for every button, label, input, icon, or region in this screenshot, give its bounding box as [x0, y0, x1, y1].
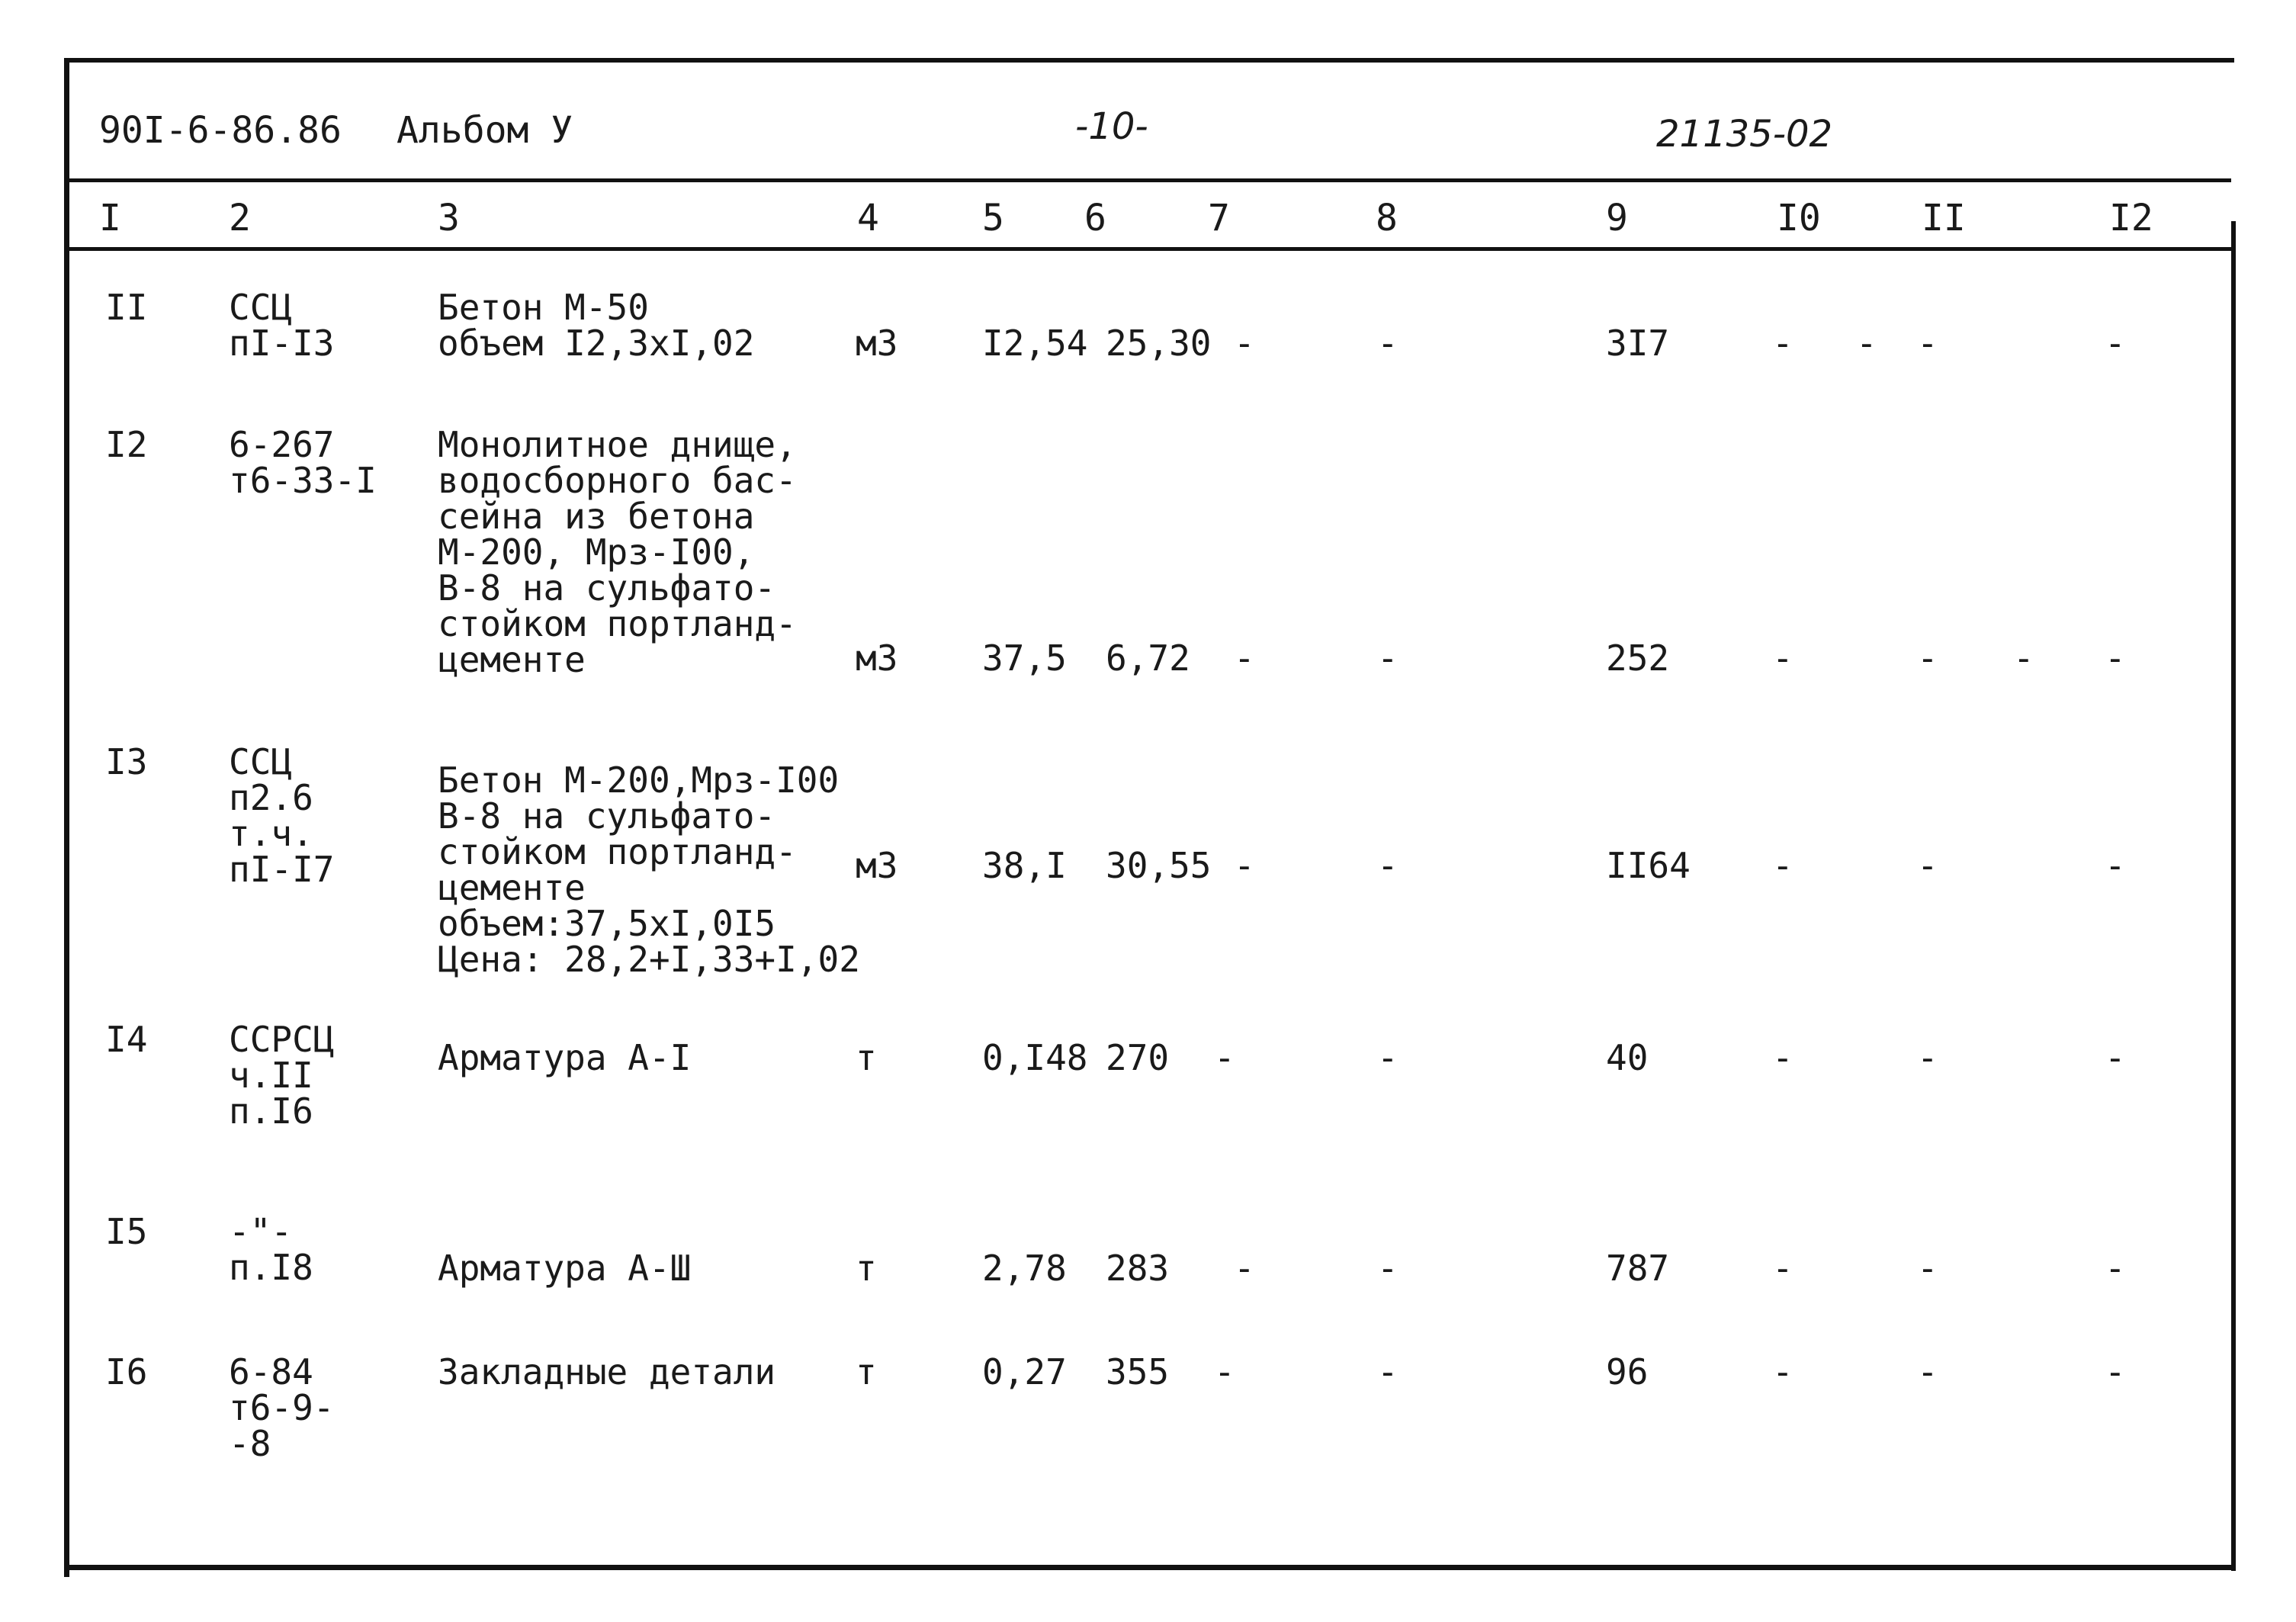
- row-col11: -: [1917, 845, 1938, 886]
- row-number: I4: [105, 1019, 148, 1060]
- column-header-3: 3: [438, 197, 460, 239]
- row-unit: т: [856, 1351, 877, 1392]
- row-quantity: 38,I: [982, 845, 1067, 886]
- row-quantity: 2,78: [982, 1248, 1067, 1289]
- album-label: Альбом У: [397, 109, 573, 152]
- row-col8: -: [1377, 1248, 1398, 1289]
- row-col7: -: [1214, 1037, 1235, 1078]
- row-col12: -: [2105, 638, 2126, 679]
- frame-right-border: [2231, 221, 2236, 1571]
- row-col12: -: [2105, 1351, 2126, 1392]
- row-col11: -: [1917, 638, 1938, 679]
- column-header-11: II: [1922, 197, 1966, 239]
- row-description: Бетон М-50 объем I2,3xI,02: [438, 287, 755, 364]
- row-unit-price: 30,55: [1106, 845, 1212, 886]
- row-description: Бетон М-200,Мрз-I00 В-8 на сульфато- стойком портланд- цементе объем:37,5xI,0I5 Цена: 28,2+I,33+I,02: [438, 760, 860, 980]
- column-header-6: 6: [1084, 197, 1106, 239]
- column-header-12: I2: [2109, 197, 2153, 239]
- doc-code: 90I-6-86.86: [99, 109, 342, 152]
- row-col12: -: [2105, 1248, 2126, 1289]
- row-reference: ССРСЦ ч.II п.I6: [229, 1019, 335, 1132]
- row-col8: -: [1377, 1037, 1398, 1078]
- row-col10: -: [1772, 1037, 1793, 1078]
- row-number: I3: [105, 741, 148, 782]
- row-unit: т: [856, 1248, 877, 1289]
- frame-top-border: [64, 58, 2234, 63]
- row-col12: -: [2105, 1037, 2126, 1078]
- column-header-9: 9: [1606, 197, 1628, 239]
- column-header-10: I0: [1777, 197, 1821, 239]
- row-col8: -: [1377, 638, 1398, 679]
- row-reference: ССЦ п2.6 т.ч. пI-I7: [229, 741, 335, 890]
- row-col7: -: [1234, 323, 1255, 364]
- row-col7: -: [1234, 845, 1255, 886]
- row-number: I2: [105, 424, 148, 465]
- column-header-5: 5: [982, 197, 1004, 239]
- row-col11-extra: -: [2013, 638, 2034, 679]
- row-description: Закладные детали: [438, 1351, 776, 1392]
- row-description: Монолитное днище, водосборного бас- сейна из бетона М-200, Мрз-I00, В-8 на сульфато- стойком портланд- цементе: [438, 424, 797, 680]
- row-col8: -: [1377, 845, 1398, 886]
- row-total: 40: [1606, 1037, 1649, 1078]
- row-col7: -: [1234, 638, 1255, 679]
- row-number: I6: [105, 1351, 148, 1392]
- row-quantity: 0,I48: [982, 1037, 1088, 1078]
- archive-number: 21135-02: [1656, 113, 1833, 156]
- column-header-7: 7: [1208, 197, 1230, 239]
- column-header-divider: [69, 247, 2231, 251]
- row-col10: -: [1772, 845, 1793, 886]
- row-reference: ССЦ пI-I3: [229, 287, 335, 364]
- row-col11: -: [1917, 323, 1938, 364]
- row-quantity: 0,27: [982, 1351, 1067, 1392]
- row-description: Арматура А-I: [438, 1037, 692, 1078]
- row-col11: -: [1917, 1351, 1938, 1392]
- row-total: 3I7: [1606, 323, 1670, 364]
- row-col10: -: [1772, 1351, 1793, 1392]
- row-total: 787: [1606, 1248, 1670, 1289]
- row-unit-price: 25,30: [1106, 323, 1212, 364]
- row-quantity: I2,54: [982, 323, 1088, 364]
- header-divider: [69, 178, 2231, 182]
- row-unit-price: 283: [1106, 1248, 1170, 1289]
- row-description: Арматура А-Ш: [438, 1248, 692, 1289]
- row-quantity: 37,5: [982, 638, 1067, 679]
- row-col11: -: [1917, 1248, 1938, 1289]
- frame-bottom-border: [64, 1565, 2234, 1570]
- row-number: I5: [105, 1211, 148, 1252]
- row-unit: м3: [856, 845, 898, 886]
- row-col10: -: [1772, 638, 1793, 679]
- row-number: II: [105, 287, 148, 328]
- row-unit-price: 355: [1106, 1351, 1170, 1392]
- row-col10: -: [1772, 323, 1793, 364]
- row-total: 96: [1606, 1351, 1649, 1392]
- row-reference: 6-267 т6-33-I: [229, 424, 377, 501]
- row-col11: -: [1917, 1037, 1938, 1078]
- row-col10: -: [1772, 1248, 1793, 1289]
- row-unit: м3: [856, 638, 898, 679]
- row-unit: т: [856, 1037, 877, 1078]
- row-col7: -: [1214, 1351, 1235, 1392]
- row-col8: -: [1377, 1351, 1398, 1392]
- frame-left-border: [64, 58, 69, 1577]
- column-header-2: 2: [229, 197, 251, 239]
- row-unit-price: 6,72: [1106, 638, 1190, 679]
- row-col8: -: [1377, 323, 1398, 364]
- row-total: 252: [1606, 638, 1670, 679]
- row-col12: -: [2105, 845, 2126, 886]
- row-reference: 6-84 т6-9- -8: [229, 1351, 335, 1464]
- row-col10-extra: -: [1856, 323, 1877, 364]
- row-total: II64: [1606, 845, 1691, 886]
- row-unit-price: 270: [1106, 1037, 1170, 1078]
- row-col12: -: [2105, 323, 2126, 364]
- row-col7: -: [1234, 1248, 1255, 1289]
- column-header-1: I: [99, 197, 121, 239]
- column-header-8: 8: [1376, 197, 1398, 239]
- page-number: -10-: [1075, 105, 1148, 148]
- column-header-4: 4: [857, 197, 879, 239]
- row-unit: м3: [856, 323, 898, 364]
- row-reference: -"- п.I8: [229, 1211, 313, 1288]
